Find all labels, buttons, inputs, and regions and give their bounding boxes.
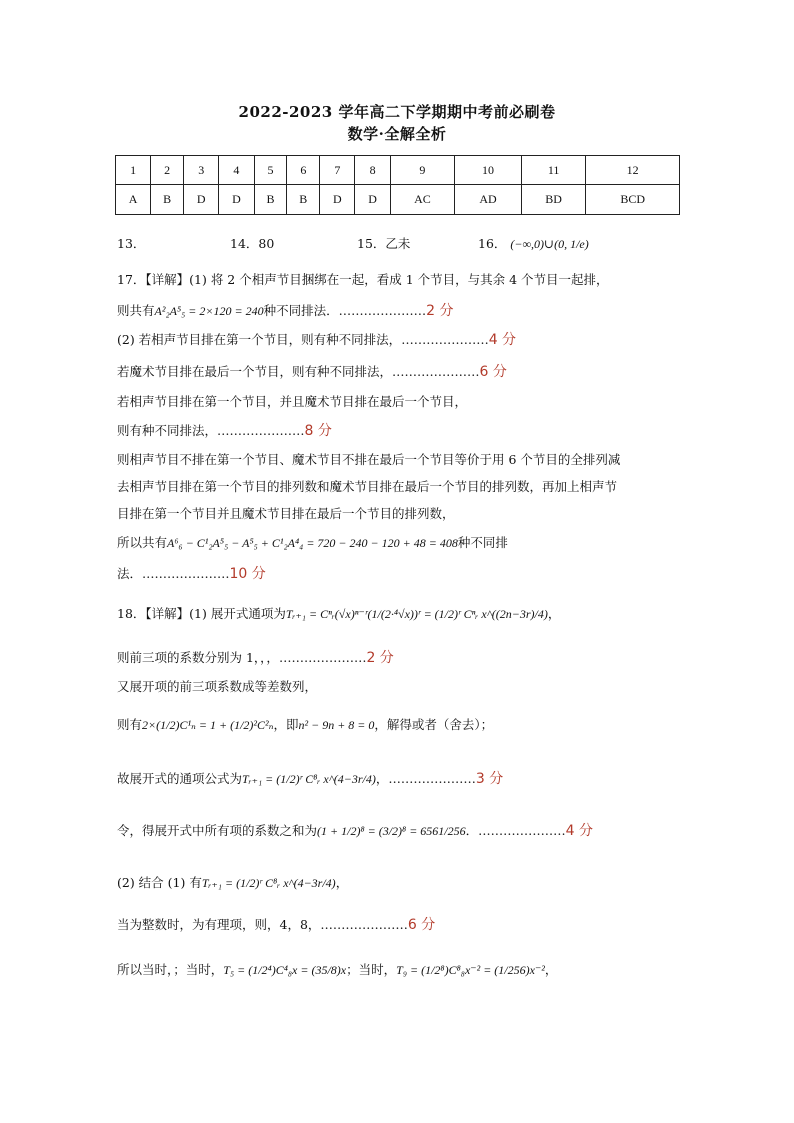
- q18-line-6-text: 令，得展开式中所有项的系数之和为: [117, 823, 318, 838]
- answer-choice-cell: D: [320, 185, 355, 215]
- q17-line-10-text: 所以共有: [117, 535, 168, 550]
- q18-line-2-text: 则前三项的系数分别为 1，，，: [117, 650, 279, 665]
- document-subtitle: 数学·全解全析: [347, 125, 447, 143]
- fill-in-16: [478, 236, 589, 253]
- answer-choice-cell: B: [287, 185, 320, 215]
- fill-in-16-answer: (−∞,0)∪(0, 1/e): [510, 237, 589, 251]
- answer-number-cell: 8: [355, 156, 390, 185]
- q17-line-7: 则相声节目不排在第一个节目、魔术节目不排在最后一个节目等价于用 6 个节目的全排列减: [117, 452, 621, 467]
- q18-formula-6: Tᵣ₊₁ = (1/2)ʳ C⁸ᵣ x^(4−3r/4): [201, 876, 336, 890]
- q18-line-8: [117, 916, 435, 934]
- q17-formula-1: A²₂A⁵₅ = 2×120 = 240: [154, 304, 264, 318]
- q17-dots-3: …………………: [392, 364, 480, 379]
- answer-table-answer-row: [116, 185, 680, 215]
- answer-choice-cell: AC: [390, 185, 454, 215]
- q18-line-4-text-mid: ，即: [273, 717, 299, 732]
- answer-choice-cell: BCD: [586, 185, 680, 215]
- fill-in-15: 15．乙未: [357, 236, 411, 251]
- answer-number-cell: 12: [586, 156, 680, 185]
- q18-formula-8: T₉ = (1/2⁸)C⁸₈x⁻² = (1/256)x⁻²: [396, 963, 545, 977]
- q17-points-4: 8 分: [304, 423, 332, 439]
- answer-choice-cell: B: [254, 185, 287, 215]
- q18-line-9-text: 所以当时，；当时，: [117, 962, 224, 977]
- q18-line-5-text: 故展开式的通项公式为: [117, 771, 243, 786]
- q18-line-9-text-mid: ；当时，: [346, 962, 397, 977]
- answer-choice-cell: D: [355, 185, 390, 215]
- q17-points-2: 4 分: [488, 332, 517, 348]
- q17-line-3: [117, 331, 516, 349]
- q17-line-1: 17．【详解】(1) 将 2 个相声节目捆绑在一起，看成 1 个节目，与其余 4 个节目一起排，: [117, 272, 609, 287]
- q17-line-10-text-post: 种不同排: [457, 535, 508, 550]
- q17-points-3: 6 分: [479, 364, 507, 380]
- q18-line-4-text: 则有: [117, 717, 143, 732]
- q18-dots-1: …………………: [278, 650, 367, 665]
- q17-line-5: 若相声节目排在第一个节目，并且魔术节目排在最后一个节目，: [117, 394, 468, 409]
- q18-dots-2: …………………: [388, 771, 476, 786]
- q18-line-6: [117, 822, 593, 840]
- q18-line-9-text-post: ，: [544, 962, 558, 977]
- answer-number-cell: 5: [254, 156, 287, 185]
- q17-points-1: 2 分: [426, 303, 454, 319]
- q18-formula-4: Tᵣ₊₁ = (1/2)ʳ C⁸ᵣ x^(4−3r/4): [242, 772, 376, 786]
- q17-line-4: [117, 363, 507, 381]
- q17-line-2-text-post: 种不同排法．: [263, 303, 339, 318]
- q18-line-9: [117, 962, 557, 979]
- q18-line-7-text-post: ，: [335, 875, 349, 890]
- q18-line-8-text: 当为整数时，为有理项，则，4，8，: [117, 917, 321, 932]
- q18-formula-5: (1 + 1/2)⁸ = (3/2)⁸ = 6561/256: [317, 824, 466, 838]
- answer-number-cell: 3: [184, 156, 219, 185]
- q17-line-8: 去相声节目排在第一个节目的排列数和魔术节目排在最后一个节目的排列数，再加上相声节: [117, 479, 618, 494]
- fill-in-13: 13．: [117, 236, 146, 251]
- q18-dots-3: …………………: [478, 823, 566, 838]
- q18-formula-2: 2×(1/2)C¹ₙ = 1 + (1/2)²C²ₙ: [142, 718, 274, 732]
- q18-line-3: 又展开项的前三项系数成等差数列，: [117, 679, 318, 694]
- answer-number-cell: 10: [455, 156, 522, 185]
- q18-points-3: 4 分: [565, 823, 594, 839]
- q18-line-6-text-post: ．: [465, 823, 479, 838]
- q17-dots-1: …………………: [338, 303, 427, 318]
- q18-line-5-text-post: ，: [375, 771, 389, 786]
- q18-line-4: [117, 717, 493, 734]
- answer-choice-cell: D: [219, 185, 254, 215]
- q17-line-2-text: 则共有: [117, 303, 155, 318]
- q17-line-10: [117, 535, 508, 552]
- q18-points-1: 2 分: [366, 650, 394, 666]
- fill-in-16-label: 16．: [478, 236, 507, 251]
- answer-number-cell: 6: [287, 156, 320, 185]
- q17-line-3-text: (2) 若相声节目排在第一个节目，则有种不同排法，: [117, 332, 402, 347]
- q18-line-7: [117, 875, 348, 892]
- q18-line-4-text-post: ，解得或者（舍去）；: [374, 717, 494, 732]
- q18-line-5: [117, 770, 503, 788]
- answer-choice-cell: D: [184, 185, 219, 215]
- answer-choice-cell: AD: [455, 185, 522, 215]
- q18-line-7-text: (2) 结合 (1) 有: [117, 875, 202, 890]
- q18-points-2: 3 分: [475, 771, 504, 787]
- answer-number-cell: 7: [320, 156, 355, 185]
- q18-line-2: [117, 649, 394, 667]
- q17-line-4-text: 若魔术节目排在最后一个节目，则有种不同排法，: [117, 364, 393, 379]
- answer-choice-cell: B: [151, 185, 184, 215]
- answer-number-cell: 11: [521, 156, 585, 185]
- answer-number-cell: 9: [390, 156, 454, 185]
- document-title: 2022-2023 学年高二下学期期中考前必刷卷: [238, 103, 556, 121]
- q18-formula-7: T₅ = (1/2⁴)C⁴₈x = (35/8)x: [223, 963, 347, 977]
- answer-number-cell: 4: [219, 156, 254, 185]
- q18-points-4: 6 分: [407, 917, 436, 933]
- answer-number-cell: 1: [116, 156, 151, 185]
- q17-line-11: [117, 565, 266, 583]
- q17-points-5: 10 分: [229, 566, 266, 582]
- q17-line-6: [117, 422, 332, 440]
- q17-line-11-text: 法．: [117, 566, 143, 581]
- q18-line-1: [117, 606, 560, 623]
- q18-line-1-text-post: ，: [547, 606, 561, 621]
- fill-in-14: 14．80: [230, 236, 275, 251]
- q17-line-9: 目排在第一个节目并且魔术节目排在最后一个节目的排列数，: [117, 506, 455, 521]
- answer-table: [115, 155, 680, 215]
- q18-formula-1: Tᵣ₊₁ = Cⁿᵣ(√x)ⁿ⁻ʳ(1/(2·⁴√x))ʳ = (1/2)ʳ Cⁿᵣ x^((2n−3r)/4): [285, 607, 548, 621]
- q18-dots-4: …………………: [320, 917, 408, 932]
- q17-line-2: [117, 302, 453, 320]
- answer-choice-cell: BD: [521, 185, 585, 215]
- q17-dots-5: …………………: [142, 566, 230, 581]
- q18-formula-3: n² − 9n + 8 = 0: [298, 718, 375, 732]
- answer-choice-cell: A: [116, 185, 151, 215]
- answer-number-cell: 2: [151, 156, 184, 185]
- q18-line-1-text: 18．【详解】(1) 展开式通项为: [117, 606, 286, 621]
- answer-table-number-row: [116, 156, 680, 185]
- q17-line-6-text: 则有种不同排法，: [117, 423, 218, 438]
- q17-dots-2: …………………: [401, 332, 489, 347]
- q17-formula-2: A⁶₆ − C¹₂A⁵₅ − A⁵₅ + C¹₂A⁴₄ = 720 − 240 − 120 + 48 = 408: [167, 536, 458, 550]
- q17-dots-4: …………………: [217, 423, 305, 438]
